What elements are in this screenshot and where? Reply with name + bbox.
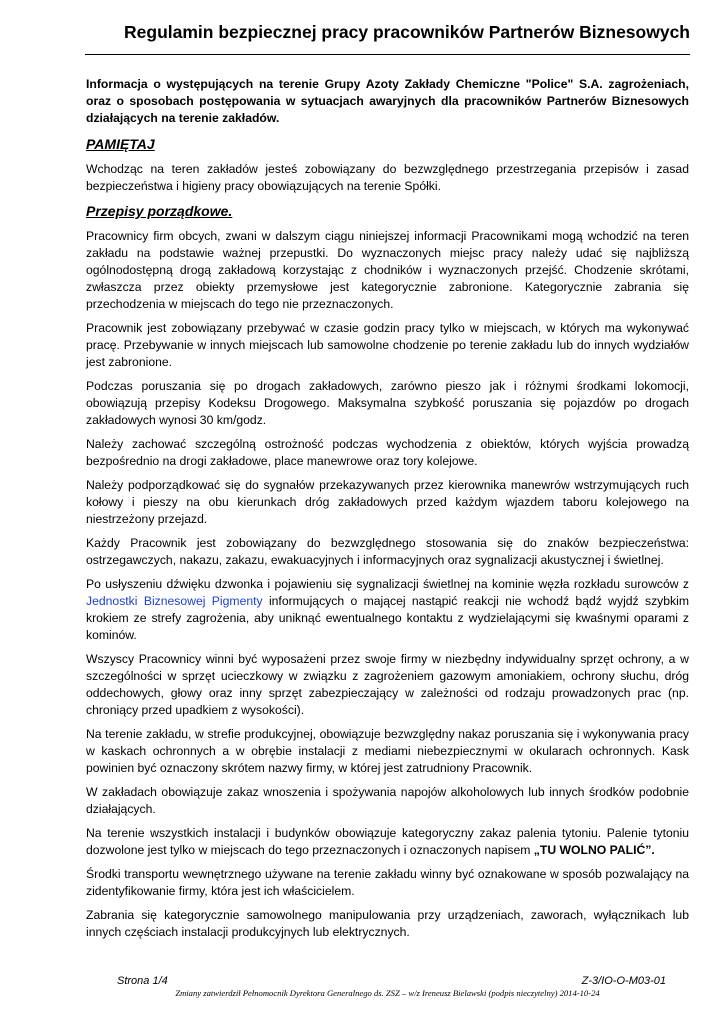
paragraph-7-text-a: Po usłyszeniu dźwięku dzwonka i pojawieniu się sygnalizacji świetlnej na kominie węzła rozkładu surowców z	[86, 577, 689, 591]
intro-paragraph: Informacja o występujących na terenie Grupy Azoty Zakłady Chemiczne "Police" S.A. zagrożeniach, oraz o sposobach postępowania w sytuacjach awaryjnych dla pracowników Partnerów Biznesowych działających na terenie zakładów.	[86, 77, 689, 125]
paragraph-5: Należy podporządkować się do sygnałów przekazywanych przez kierownika manewrów wstrzymujących ruch kołowy i pieszy na obu kierunkach dróg zakładowych przed każdym wjazdem taboru kolejowego na niestrzeżony przejazd.	[86, 478, 689, 526]
paragraph-12: Środki transportu wewnętrznego używane na terenie zakładu winny być oznakowane w sposób pozwalający na zidentyfikowanie firmy, która jest ich właścicielem.	[86, 867, 689, 898]
paragraph-3: Podczas poruszania się po drogach zakładowych, zarówno pieszo jak i różnymi środkami lokomocji, obowiązują przepisy Kodeksu Drogowego. Maksymalna szybkość poruszania się pojazdów po drogach zakładowych wynosi 30 km/godz.	[86, 379, 689, 427]
paragraph-11-text: Na terenie wszystkich instalacji i budynków obowiązuje kategoryczny zakaz palenia tytoniu. Palenie tytoniu dozwolone jest tylko w miejscach do tego przeznaczonych i oznaczonych napisem	[86, 826, 689, 857]
section-heading-pamietaj: PAMIĘTAJ	[86, 136, 155, 152]
document-body	[86, 76, 689, 948]
paragraph-6: Każdy Pracownik jest zobowiązany do bezwzględnego stosowania się do znaków bezpieczeństwa: ostrzegawczych, nakazu, zakazu, ewakuacyjnych i informacyjnych oraz sygnalizacji akustycznej i świetlnej.	[86, 536, 689, 567]
page-title: Regulamin bezpiecznej pracy pracowników Partnerów Biznesowych	[85, 22, 690, 55]
paragraph-8: Wszyscy Pracownicy winni być wyposażeni przez swoje firmy w niezbędny indywidualny sprzęt ochrony, a w szczególności w sprzęt ucieczkowy w związku z zagrożeniem gazowym amoniakiem, ochrony słuchu, dróg oddechowych, głowy oraz inny sprzęt zabezpieczający w zależności od rodzaju prowadzonych prac (np. chroniący przed upadkiem z wysokości).	[86, 652, 689, 717]
smoking-sign-text: „TU WOLNO PALIĆ”.	[533, 843, 655, 857]
paragraph-4: Należy zachować szczególną ostrożność podczas wychodzenia z obiektów, których wyjścia prowadzą bezpośrednio na drogi zakładowe, place manewrowe oraz tory kolejowe.	[86, 437, 689, 468]
paragraph-10: W zakładach obowiązuje zakaz wnoszenia i spożywania napojów alkoholowych lub innych środków podobnie działających.	[86, 785, 689, 816]
paragraph-13: Zabrania się kategorycznie samowolnego manipulowania przy urządzeniach, zaworach, wyłącznikach lub innych częściach instalacji produkcyjnych lub elektrycznych.	[86, 908, 689, 939]
document-code: Z-3/IO-O-M03-01	[581, 975, 666, 987]
paragraph-7	[86, 576, 689, 644]
paragraph-9: Na terenie zakładu, w strefie produkcyjnej, obowiązuje bezwzględny nakaz poruszania się i wykonywania pracy w kaskach ochronnych a w obrębie instalacji z mediami niebezpiecznymi w okularach ochronnych. Kask powinien być oznaczony skrótem nazwy firmy, w której jest zatrudniony Pracownik.	[86, 727, 689, 775]
paragraph-2: Pracownik jest zobowiązany przebywać w czasie godzin pracy tylko w miejscach, w których ma wykonywać pracę. Przebywanie w innych miejscach lub samowolne chodzenie po terenie zakładu lub do innych wydziałów jest zabronione.	[86, 321, 689, 369]
paragraph-11	[86, 825, 689, 859]
pamietaj-paragraph: Wchodząc na teren zakładów jesteś zobowiązany do bezwzględnego przestrzegania przepisów i zasad bezpieczeństwa i higieny pracy obowiązujących na terenie Spółki.	[86, 162, 689, 193]
paragraph-7-text-b: informujących o mającej nastąpić reakcji nie wchodź bądź wyjdź szybkim krokiem ze strefy zagrożenia, aby uniknąć ewentualnego kontaktu z wydzielającymi się kwaśnymi oparami z kominów.	[86, 594, 689, 642]
paragraph-1: Pracownicy firm obcych, zwani w dalszym ciągu niniejszej informacji Pracownikami mogą wchodzić na teren zakładu na podstawie ważnej przepustki. Do wyznaczonych miejsc pracy należy udać się najbliższą ogólnodostępną drogą zakładową korzystając z chodników i wyznaczonych przejść. Chodzenie skrótami, zwłaszcza przez obiekty przemysłowe jest kategorycznie zabronione. Kategorycznie zabrania się przechodzenia w miejscach do tego nie przeznaczonych.	[86, 229, 689, 311]
section-heading-przepisy: Przepisy porządkowe.	[86, 203, 233, 219]
page-number: Strona 1/4	[117, 975, 168, 987]
approval-note: Zmiany zatwierdził Pełnomocnik Dyrektora Generalnego ds. ZSZ – w/z Ireneusz Bielawski (podpis nieczytelny) 2014-10-24	[175, 988, 600, 998]
pigmenty-link[interactable]: Jednostki Biznesowej Pigmenty	[86, 594, 263, 608]
